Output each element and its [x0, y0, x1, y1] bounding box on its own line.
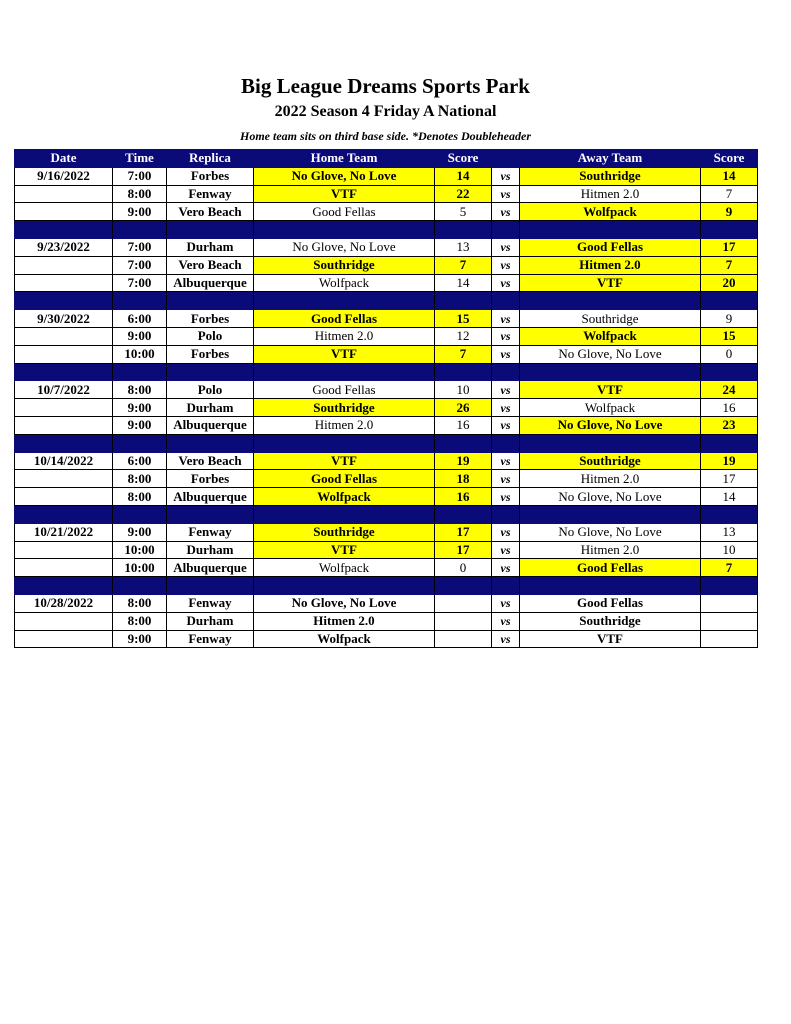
home-team: Wolfpack: [254, 274, 435, 292]
away-score: 19: [701, 452, 758, 470]
game-date: 9/30/2022: [15, 310, 113, 328]
home-score: 17: [435, 541, 492, 559]
home-score: 0: [435, 559, 492, 577]
game-time: 8:00: [113, 488, 167, 506]
game-row: [15, 488, 758, 506]
separator-cell: [167, 363, 254, 381]
game-row: [15, 399, 758, 417]
game-date: [15, 612, 113, 630]
header-row: [15, 150, 758, 168]
page-subtitle: 2022 Season 4 Friday A National: [274, 103, 497, 120]
vs-label: vs: [492, 630, 520, 648]
game-replica: Fenway: [167, 523, 254, 541]
separator-cell: [435, 577, 492, 595]
week-separator: [15, 505, 758, 523]
game-row: [15, 345, 758, 363]
game-row: [15, 381, 758, 399]
separator-cell: [492, 363, 520, 381]
game-time: 7:00: [113, 256, 167, 274]
home-team: VTF: [254, 452, 435, 470]
game-row: [15, 416, 758, 434]
vs-label: vs: [492, 310, 520, 328]
away-team: Wolfpack: [520, 399, 701, 417]
separator-cell: [167, 221, 254, 239]
game-date: [15, 203, 113, 221]
separator-cell: [701, 577, 758, 595]
separator-cell: [701, 505, 758, 523]
vs-label: vs: [492, 256, 520, 274]
game-row: [15, 559, 758, 577]
separator-cell: [701, 434, 758, 452]
game-time: 8:00: [113, 594, 167, 612]
game-date: [15, 256, 113, 274]
game-time: 6:00: [113, 452, 167, 470]
game-time: 8:00: [113, 470, 167, 488]
vs-label: vs: [492, 203, 520, 221]
game-date: [15, 185, 113, 203]
away-score: 20: [701, 274, 758, 292]
separator-cell: [701, 292, 758, 310]
separator-cell: [435, 221, 492, 239]
home-score: 16: [435, 416, 492, 434]
separator-cell: [254, 505, 435, 523]
game-time: 10:00: [113, 345, 167, 363]
separator-cell: [167, 505, 254, 523]
away-team: VTF: [520, 274, 701, 292]
game-replica: Fenway: [167, 630, 254, 648]
header-away-score: Score: [701, 150, 758, 168]
game-date: [15, 559, 113, 577]
away-team: VTF: [520, 630, 701, 648]
away-team: Southridge: [520, 612, 701, 630]
away-team: Southridge: [520, 167, 701, 185]
game-row: [15, 274, 758, 292]
game-replica: Durham: [167, 238, 254, 256]
game-row: [15, 594, 758, 612]
game-time: 9:00: [113, 630, 167, 648]
game-row: [15, 256, 758, 274]
game-date: 10/21/2022: [15, 523, 113, 541]
separator-cell: [113, 577, 167, 595]
separator-cell: [15, 577, 113, 595]
game-replica: Forbes: [167, 345, 254, 363]
away-team: VTF: [520, 381, 701, 399]
game-time: 9:00: [113, 416, 167, 434]
away-team: No Glove, No Love: [520, 345, 701, 363]
game-date: [15, 488, 113, 506]
game-time: 7:00: [113, 167, 167, 185]
separator-cell: [15, 363, 113, 381]
separator-cell: [15, 434, 113, 452]
vs-label: vs: [492, 488, 520, 506]
header-replica: Replica: [167, 150, 254, 168]
separator-cell: [435, 363, 492, 381]
home-team: Good Fellas: [254, 381, 435, 399]
game-date: [15, 274, 113, 292]
separator-cell: [254, 577, 435, 595]
home-team: Southridge: [254, 399, 435, 417]
home-team: Hitmen 2.0: [254, 416, 435, 434]
game-time: 8:00: [113, 381, 167, 399]
home-team: VTF: [254, 541, 435, 559]
away-score: [701, 630, 758, 648]
away-score: 9: [701, 310, 758, 328]
away-score: 16: [701, 399, 758, 417]
game-row: [15, 612, 758, 630]
game-time: 9:00: [113, 203, 167, 221]
away-team: Hitmen 2.0: [520, 256, 701, 274]
away-team: Hitmen 2.0: [520, 541, 701, 559]
away-team: No Glove, No Love: [520, 488, 701, 506]
page-title: Big League Dreams Sports Park: [241, 74, 530, 98]
vs-label: vs: [492, 541, 520, 559]
game-row: [15, 630, 758, 648]
game-row: [15, 310, 758, 328]
separator-cell: [520, 577, 701, 595]
home-team: Southridge: [254, 256, 435, 274]
vs-label: vs: [492, 381, 520, 399]
vs-label: vs: [492, 452, 520, 470]
separator-cell: [113, 363, 167, 381]
game-time: 9:00: [113, 399, 167, 417]
home-score: 17: [435, 523, 492, 541]
game-replica: Durham: [167, 541, 254, 559]
game-row: [15, 470, 758, 488]
separator-cell: [492, 221, 520, 239]
game-time: 9:00: [113, 327, 167, 345]
vs-label: vs: [492, 416, 520, 434]
game-row: [15, 203, 758, 221]
home-score: 15: [435, 310, 492, 328]
separator-cell: [167, 434, 254, 452]
away-team: No Glove, No Love: [520, 523, 701, 541]
away-score: 14: [701, 167, 758, 185]
home-score: 19: [435, 452, 492, 470]
game-row: [15, 167, 758, 185]
separator-cell: [113, 505, 167, 523]
home-team: Hitmen 2.0: [254, 327, 435, 345]
home-team: No Glove, No Love: [254, 238, 435, 256]
home-score: 22: [435, 185, 492, 203]
vs-label: vs: [492, 559, 520, 577]
separator-cell: [254, 363, 435, 381]
home-score: 18: [435, 470, 492, 488]
game-replica: Vero Beach: [167, 256, 254, 274]
game-replica: Fenway: [167, 594, 254, 612]
away-team: Wolfpack: [520, 327, 701, 345]
header-away-team: Away Team: [520, 150, 701, 168]
away-score: 14: [701, 488, 758, 506]
game-time: 10:00: [113, 559, 167, 577]
home-team: No Glove, No Love: [254, 594, 435, 612]
separator-cell: [520, 292, 701, 310]
game-replica: Durham: [167, 612, 254, 630]
away-score: [701, 612, 758, 630]
schedule-table: [14, 149, 758, 648]
game-replica: Durham: [167, 399, 254, 417]
game-replica: Forbes: [167, 310, 254, 328]
away-team: Good Fellas: [520, 238, 701, 256]
away-team: Hitmen 2.0: [520, 185, 701, 203]
separator-cell: [15, 292, 113, 310]
separator-cell: [492, 577, 520, 595]
game-replica: Forbes: [167, 167, 254, 185]
vs-label: vs: [492, 327, 520, 345]
separator-cell: [113, 292, 167, 310]
away-score: 10: [701, 541, 758, 559]
separator-cell: [113, 434, 167, 452]
home-score: 14: [435, 274, 492, 292]
vs-label: vs: [492, 167, 520, 185]
vs-label: vs: [492, 185, 520, 203]
away-score: [701, 594, 758, 612]
away-team: Southridge: [520, 310, 701, 328]
game-date: [15, 399, 113, 417]
away-team: Good Fellas: [520, 594, 701, 612]
away-score: 7: [701, 559, 758, 577]
away-score: 15: [701, 327, 758, 345]
game-time: 9:00: [113, 523, 167, 541]
game-date: [15, 470, 113, 488]
home-score: 14: [435, 167, 492, 185]
game-replica: Albuquerque: [167, 559, 254, 577]
game-replica: Polo: [167, 381, 254, 399]
home-score: 5: [435, 203, 492, 221]
game-replica: Forbes: [167, 470, 254, 488]
home-score: 10: [435, 381, 492, 399]
game-time: 10:00: [113, 541, 167, 559]
home-score: 26: [435, 399, 492, 417]
game-replica: Fenway: [167, 185, 254, 203]
away-score: 17: [701, 470, 758, 488]
week-separator: [15, 363, 758, 381]
vs-label: vs: [492, 612, 520, 630]
home-team: Good Fellas: [254, 203, 435, 221]
home-team: No Glove, No Love: [254, 167, 435, 185]
week-separator: [15, 292, 758, 310]
home-score: [435, 630, 492, 648]
separator-cell: [15, 221, 113, 239]
vs-label: vs: [492, 399, 520, 417]
game-time: 7:00: [113, 238, 167, 256]
header-home-score: Score: [435, 150, 492, 168]
vs-label: vs: [492, 345, 520, 363]
home-score: [435, 594, 492, 612]
separator-cell: [435, 434, 492, 452]
game-date: 9/23/2022: [15, 238, 113, 256]
vs-label: vs: [492, 274, 520, 292]
game-time: 7:00: [113, 274, 167, 292]
away-team: Hitmen 2.0: [520, 470, 701, 488]
game-replica: Polo: [167, 327, 254, 345]
game-row: [15, 523, 758, 541]
separator-cell: [492, 292, 520, 310]
separator-cell: [701, 363, 758, 381]
home-score: 16: [435, 488, 492, 506]
vs-label: vs: [492, 594, 520, 612]
separator-cell: [15, 505, 113, 523]
week-separator: [15, 221, 758, 239]
home-team: Southridge: [254, 523, 435, 541]
header-vs: [492, 150, 520, 168]
away-team: No Glove, No Love: [520, 416, 701, 434]
header-date: Date: [15, 150, 113, 168]
game-replica: Vero Beach: [167, 203, 254, 221]
game-row: [15, 185, 758, 203]
game-date: 10/28/2022: [15, 594, 113, 612]
separator-cell: [492, 434, 520, 452]
game-date: [15, 630, 113, 648]
home-team: Hitmen 2.0: [254, 612, 435, 630]
home-score: 12: [435, 327, 492, 345]
home-team: Good Fellas: [254, 310, 435, 328]
separator-cell: [520, 505, 701, 523]
game-date: [15, 541, 113, 559]
game-row: [15, 327, 758, 345]
game-date: [15, 416, 113, 434]
separator-cell: [701, 221, 758, 239]
game-date: 10/14/2022: [15, 452, 113, 470]
home-team: Good Fellas: [254, 470, 435, 488]
separator-cell: [435, 292, 492, 310]
home-score: 13: [435, 238, 492, 256]
away-score: 7: [701, 185, 758, 203]
week-separator: [15, 434, 758, 452]
away-score: 13: [701, 523, 758, 541]
separator-cell: [254, 434, 435, 452]
away-score: 0: [701, 345, 758, 363]
separator-cell: [113, 221, 167, 239]
game-date: 9/16/2022: [15, 167, 113, 185]
separator-cell: [520, 221, 701, 239]
separator-cell: [492, 505, 520, 523]
game-row: [15, 238, 758, 256]
away-score: 7: [701, 256, 758, 274]
game-replica: Albuquerque: [167, 274, 254, 292]
home-team: VTF: [254, 345, 435, 363]
vs-label: vs: [492, 238, 520, 256]
game-date: [15, 345, 113, 363]
separator-cell: [254, 221, 435, 239]
separator-cell: [167, 577, 254, 595]
game-replica: Albuquerque: [167, 416, 254, 434]
game-row: [15, 541, 758, 559]
game-date: [15, 327, 113, 345]
away-team: Good Fellas: [520, 559, 701, 577]
home-team: VTF: [254, 185, 435, 203]
home-score: [435, 612, 492, 630]
game-time: 8:00: [113, 612, 167, 630]
away-team: Southridge: [520, 452, 701, 470]
separator-cell: [167, 292, 254, 310]
home-team: Wolfpack: [254, 559, 435, 577]
vs-label: vs: [492, 523, 520, 541]
home-team: Wolfpack: [254, 488, 435, 506]
game-replica: Albuquerque: [167, 488, 254, 506]
separator-cell: [435, 505, 492, 523]
away-team: Wolfpack: [520, 203, 701, 221]
home-score: 7: [435, 256, 492, 274]
header-home-team: Home Team: [254, 150, 435, 168]
away-score: 17: [701, 238, 758, 256]
separator-cell: [254, 292, 435, 310]
page-note: Home team sits on third base side. *Denotes Doubleheader: [240, 129, 531, 143]
week-separator: [15, 577, 758, 595]
home-score: 7: [435, 345, 492, 363]
game-time: 8:00: [113, 185, 167, 203]
away-score: 24: [701, 381, 758, 399]
separator-cell: [520, 363, 701, 381]
away-score: 23: [701, 416, 758, 434]
away-score: 9: [701, 203, 758, 221]
header-time: Time: [113, 150, 167, 168]
game-row: [15, 452, 758, 470]
separator-cell: [520, 434, 701, 452]
home-team: Wolfpack: [254, 630, 435, 648]
vs-label: vs: [492, 470, 520, 488]
game-date: 10/7/2022: [15, 381, 113, 399]
game-replica: Vero Beach: [167, 452, 254, 470]
game-time: 6:00: [113, 310, 167, 328]
